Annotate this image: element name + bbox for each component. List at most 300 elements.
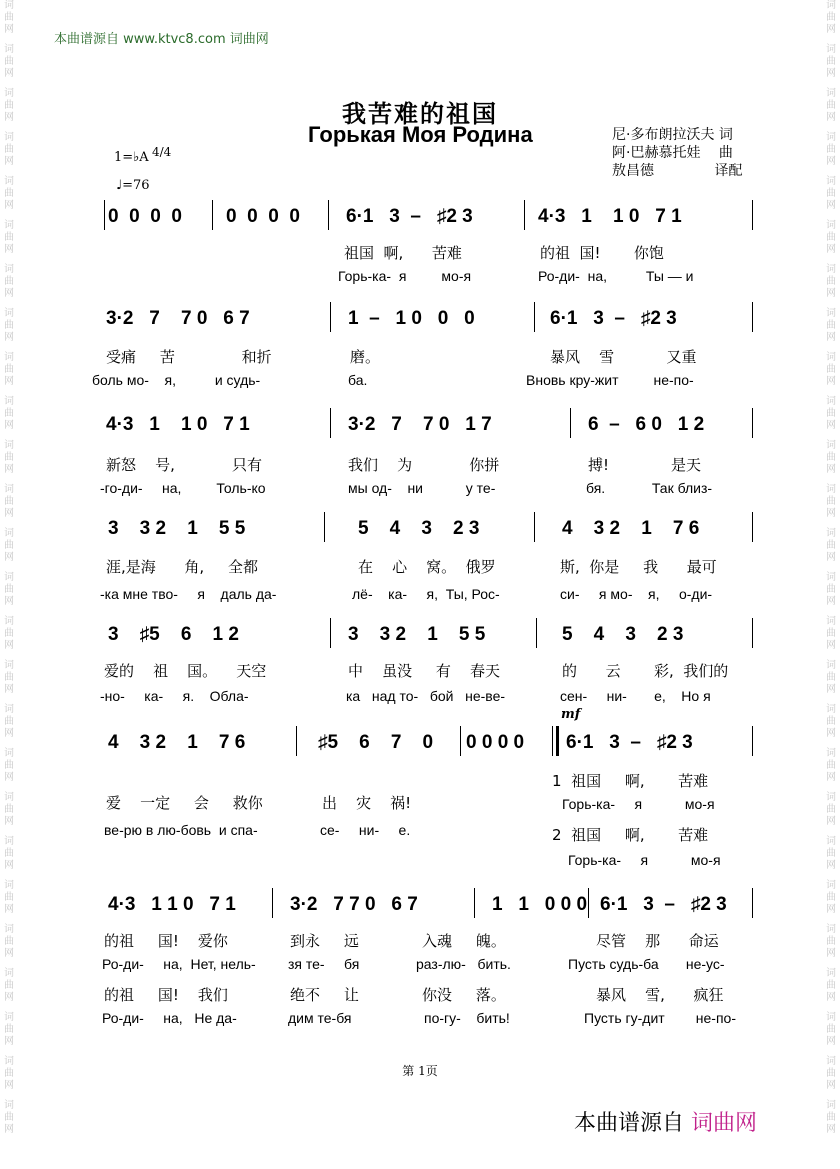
watermark-gap — [824, 388, 838, 396]
watermark-gap — [2, 432, 16, 440]
lyric-russian: Ро-ди- на, Нет, нель- — [102, 956, 256, 972]
measure: 6 – 6 0 1 2 — [588, 414, 705, 435]
watermark-char: 词 — [4, 616, 14, 627]
lyric-chinese: 出 灾 祸! — [322, 794, 412, 812]
barline — [474, 888, 475, 918]
measure: 3 ♯5 6 1 2 — [108, 624, 239, 645]
watermark-char: 曲 — [826, 540, 836, 551]
watermark-char: 网 — [4, 464, 14, 475]
watermark-gap — [2, 1048, 16, 1056]
watermark-char: 网 — [4, 156, 14, 167]
watermark-char: 曲 — [4, 716, 14, 727]
watermark-char: 网 — [4, 288, 14, 299]
watermark-gap — [2, 388, 16, 396]
watermark-char: 曲 — [826, 320, 836, 331]
watermark-char: 曲 — [826, 452, 836, 463]
composer-credit: 阿·巴赫慕托娃 曲 — [612, 145, 733, 161]
watermark-char: 曲 — [4, 232, 14, 243]
watermark-gap — [824, 344, 838, 352]
lyric-chinese: 暴风 雪, 疯狂 — [596, 986, 724, 1004]
watermark-char: 曲 — [826, 364, 836, 375]
watermark-char: 网 — [4, 552, 14, 563]
watermark-char: 词 — [4, 792, 14, 803]
watermark-char: 词 — [4, 264, 14, 275]
watermark-char: 词 — [4, 968, 14, 979]
measure: 4 3 2 1 7 6 — [108, 732, 246, 753]
watermark-char: 网 — [826, 156, 836, 167]
lyric-russian: боль мо- я, и судь- — [92, 372, 261, 388]
watermark-char: 曲 — [826, 496, 836, 507]
watermark-char: 词 — [826, 0, 836, 11]
watermark-gap — [2, 168, 16, 176]
source-footer-prefix: 本曲谱源自 — [574, 1111, 685, 1136]
watermark-char: 网 — [826, 200, 836, 211]
watermark-gap — [2, 784, 16, 792]
measure: 0 0 0 0 — [466, 732, 525, 753]
watermark-char: 网 — [4, 68, 14, 79]
lyric-russian: Пусть судь-ба не-ус- — [568, 956, 725, 972]
watermark-char: 词 — [4, 44, 14, 55]
barline — [534, 302, 535, 332]
left-side-watermark — [2, 0, 16, 1169]
watermark-char: 词 — [4, 880, 14, 891]
watermark-char: 曲 — [826, 980, 836, 991]
lyric-russian: си- я мо- я, о-ди- — [560, 586, 713, 602]
dynamic-marking: mf — [561, 707, 581, 722]
watermark-char: 词 — [4, 572, 14, 583]
watermark-char: 网 — [826, 244, 836, 255]
watermark-gap — [2, 1136, 16, 1144]
watermark-char: 词 — [4, 440, 14, 451]
watermark-char: 网 — [4, 1080, 14, 1091]
watermark-char: 曲 — [4, 56, 14, 67]
watermark-char: 网 — [826, 816, 836, 827]
watermark-gap — [2, 80, 16, 88]
measure: 0 0 0 0 — [108, 206, 182, 227]
lyric-chinese: 到永 远 — [290, 932, 359, 950]
watermark-char: 词 — [4, 396, 14, 407]
page-number: 第 1页 — [402, 1064, 438, 1078]
source-footer-site: 词曲网 — [691, 1111, 758, 1136]
lyric-chinese: 搏! 是天 — [588, 456, 701, 474]
watermark-gap — [824, 300, 838, 308]
barline — [524, 200, 525, 230]
lyric-russian: -ка мне тво- я даль да- — [100, 586, 277, 602]
barline — [752, 200, 753, 230]
watermark-char: 网 — [826, 640, 836, 651]
barline — [460, 726, 461, 756]
barline — [104, 200, 105, 230]
lyric-russian: раз-лю- бить. — [416, 956, 511, 972]
lyric-chinese: 暴风 雪 又重 — [550, 348, 697, 366]
watermark-char: 词 — [826, 704, 836, 715]
measure: ♯5 6 7 0 — [318, 732, 434, 753]
barline — [536, 618, 537, 648]
watermark-char: 曲 — [826, 848, 836, 859]
watermark-gap — [824, 168, 838, 176]
lyric-chinese: 你没 落。 — [422, 986, 506, 1004]
lyric-chinese-verse-2: 2 祖国 啊, 苦难 — [552, 826, 709, 844]
watermark-char: 网 — [4, 244, 14, 255]
watermark-char: 曲 — [826, 232, 836, 243]
lyricist-credit: 尼·多布朗拉沃夫 词 — [612, 127, 733, 143]
tempo-marking: ♩=76 — [116, 178, 150, 193]
measure: 6·1 3 – ♯2 3 — [566, 732, 693, 753]
watermark-char: 曲 — [826, 56, 836, 67]
watermark-char: 曲 — [826, 100, 836, 111]
watermark-char: 曲 — [826, 144, 836, 155]
watermark-char: 词 — [4, 748, 14, 759]
watermark-char: 词 — [826, 792, 836, 803]
watermark-char: 网 — [826, 112, 836, 123]
watermark-gap — [2, 476, 16, 484]
watermark-char: 曲 — [4, 628, 14, 639]
watermark-gap — [2, 652, 16, 660]
watermark-char: 曲 — [4, 408, 14, 419]
watermark-gap — [824, 520, 838, 528]
lyric-russian: Ро-ди- на, Ты — и — [538, 268, 694, 284]
lyric-russian: зя те- бя — [288, 956, 360, 972]
barline — [328, 200, 329, 230]
lyric-chinese: 在 心 窝。 俄罗 — [358, 558, 496, 576]
measure: 3·2 7 7 0 6 7 — [290, 894, 418, 915]
watermark-gap — [2, 344, 16, 352]
watermark-char: 词 — [826, 924, 836, 935]
watermark-gap — [824, 80, 838, 88]
watermark-char: 词 — [4, 132, 14, 143]
time-signature — [152, 146, 171, 159]
barline — [752, 302, 753, 332]
watermark-gap — [824, 784, 838, 792]
barline — [330, 408, 331, 438]
lyric-chinese: 尽管 那 命运 — [596, 932, 719, 950]
measure: 6·1 3 – ♯2 3 — [550, 308, 677, 329]
measure: 4 3 2 1 7 6 — [562, 518, 700, 539]
watermark-char: 曲 — [826, 276, 836, 287]
watermark-char: 曲 — [826, 1068, 836, 1079]
watermark-gap — [824, 564, 838, 572]
watermark-char: 网 — [826, 332, 836, 343]
watermark-char: 曲 — [4, 276, 14, 287]
lyric-chinese: 祖国 啊, 苦难 — [344, 244, 462, 262]
watermark-char: 词 — [4, 176, 14, 187]
song-title-russian: Горькая Моя Родина — [308, 122, 533, 147]
watermark-char: 词 — [826, 308, 836, 319]
lyric-russian: Ро-ди- на, Не да- — [102, 1010, 237, 1026]
measure: 6·1 3 – ♯2 3 — [600, 894, 727, 915]
watermark-char: 词 — [826, 1100, 836, 1111]
measure: 3·2 7 7 0 6 7 — [106, 308, 250, 329]
watermark-char: 词 — [826, 264, 836, 275]
measure: 4·3 1 1 0 7 1 — [108, 894, 236, 915]
watermark-char: 网 — [826, 992, 836, 1003]
lyric-russian: дим те-бя — [288, 1010, 352, 1026]
watermark-char: 网 — [826, 508, 836, 519]
lyric-chinese: 爱 一定 会 救你 — [106, 794, 263, 812]
watermark-gap — [824, 1048, 838, 1056]
watermark-char: 词 — [4, 0, 14, 11]
watermark-char: 词 — [826, 132, 836, 143]
lyric-russian: ве-рю в лю-бовь и спа- — [104, 822, 258, 838]
watermark-char: 曲 — [4, 144, 14, 155]
watermark-gap — [824, 872, 838, 880]
lyric-chinese: 新怒 号, 只有 — [106, 456, 263, 474]
watermark-char: 曲 — [4, 760, 14, 771]
watermark-char: 网 — [826, 552, 836, 563]
lyric-chinese: 的 云 彩, 我们的 — [562, 662, 729, 680]
watermark-char: 词 — [4, 484, 14, 495]
watermark-char: 网 — [826, 860, 836, 871]
watermark-char: 网 — [826, 684, 836, 695]
watermark-char: 曲 — [4, 540, 14, 551]
watermark-char: 网 — [826, 772, 836, 783]
measure: 1 1 0 0 0 — [492, 894, 588, 915]
watermark-char: 曲 — [4, 672, 14, 683]
lyric-russian-verse-2: Горь-ка- я мо-я — [568, 852, 721, 868]
barline — [296, 726, 297, 756]
watermark-char: 词 — [4, 1012, 14, 1023]
watermark-gap — [824, 916, 838, 924]
watermark-gap — [824, 608, 838, 616]
lyric-chinese: 我们 为 你拼 — [348, 456, 500, 474]
watermark-gap — [824, 432, 838, 440]
watermark-gap — [824, 828, 838, 836]
measure: 3 3 2 1 5 5 — [348, 624, 486, 645]
watermark-gap — [2, 520, 16, 528]
barline — [752, 408, 753, 438]
repeat-barline — [552, 726, 553, 756]
watermark-char: 词 — [826, 88, 836, 99]
watermark-char: 网 — [4, 904, 14, 915]
right-side-watermark — [824, 0, 838, 1169]
measure: 6·1 3 – ♯2 3 — [346, 206, 473, 227]
watermark-char: 词 — [4, 308, 14, 319]
watermark-gap — [824, 256, 838, 264]
watermark-char: 曲 — [826, 408, 836, 419]
key-signature: 1=♭A — [114, 150, 149, 165]
lyric-russian: Горь-ка- я мо-я — [338, 268, 472, 284]
watermark-gap — [2, 256, 16, 264]
watermark-gap — [824, 652, 838, 660]
watermark-char: 词 — [4, 352, 14, 363]
lyric-russian: Пусть гу-дит не-по- — [584, 1010, 736, 1026]
watermark-gap — [824, 1092, 838, 1100]
watermark-char: 网 — [826, 68, 836, 79]
watermark-char: 曲 — [4, 804, 14, 815]
barline — [752, 512, 753, 542]
watermark-char: 曲 — [4, 496, 14, 507]
watermark-char: 曲 — [4, 936, 14, 947]
watermark-gap — [2, 740, 16, 748]
lyric-chinese: 的祖 国! 我们 — [104, 986, 228, 1004]
measure: 3·2 7 7 0 1 7 — [348, 414, 492, 435]
lyric-chinese: 中 虽没 有 春天 — [348, 662, 500, 680]
watermark-char: 曲 — [826, 1112, 836, 1123]
watermark-char: 词 — [826, 836, 836, 847]
watermark-char: 词 — [826, 528, 836, 539]
watermark-char: 网 — [4, 376, 14, 387]
watermark-char: 网 — [4, 640, 14, 651]
watermark-char: 词 — [826, 1012, 836, 1023]
source-footer — [574, 1106, 757, 1137]
measure: 5 4 3 2 3 — [562, 624, 684, 645]
watermark-char: 词 — [4, 924, 14, 935]
watermark-char: 曲 — [4, 980, 14, 991]
watermark-gap — [2, 300, 16, 308]
watermark-gap — [2, 1004, 16, 1012]
watermark-char: 词 — [826, 572, 836, 583]
watermark-char: 网 — [826, 24, 836, 35]
watermark-char: 曲 — [4, 452, 14, 463]
repeat-barline-thick — [556, 726, 559, 756]
watermark-gap — [824, 36, 838, 44]
watermark-char: 曲 — [4, 1112, 14, 1123]
watermark-char: 曲 — [4, 848, 14, 859]
lyric-russian: лё- ка- я, Ты, Рос- — [352, 586, 500, 602]
watermark-char: 词 — [826, 352, 836, 363]
watermark-char: 曲 — [826, 1024, 836, 1035]
lyric-chinese: 爱的 祖 国。 天空 — [104, 662, 267, 680]
lyric-russian: Вновь кру-жит не-по- — [526, 372, 694, 388]
watermark-char: 词 — [4, 660, 14, 671]
lyric-chinese: 的祖 国! 你饱 — [540, 244, 664, 262]
watermark-char: 词 — [826, 220, 836, 231]
lyric-russian-verse-1: Горь-ка- я мо-я — [562, 796, 715, 812]
barline — [534, 512, 535, 542]
watermark-char: 词 — [826, 484, 836, 495]
watermark-char: 曲 — [826, 584, 836, 595]
watermark-gap — [824, 740, 838, 748]
watermark-char: 网 — [4, 24, 14, 35]
watermark-char: 网 — [4, 112, 14, 123]
watermark-char: 网 — [4, 596, 14, 607]
watermark-char: 曲 — [4, 100, 14, 111]
watermark-gap — [2, 916, 16, 924]
time-signature-label: 4/4 — [152, 145, 172, 159]
watermark-char: 曲 — [826, 672, 836, 683]
watermark-char: 曲 — [826, 760, 836, 771]
watermark-char: 网 — [826, 464, 836, 475]
lyric-russian: мы од- ни у те- — [348, 480, 496, 496]
watermark-char: 词 — [826, 660, 836, 671]
lyric-russian: ка над то- бой не-ве- — [346, 688, 506, 704]
watermark-char: 网 — [826, 1036, 836, 1047]
barline — [570, 408, 571, 438]
lyric-chinese: 入魂 魄。 — [422, 932, 506, 950]
lyric-chinese: 绝不 让 — [290, 986, 359, 1004]
watermark-char: 网 — [826, 376, 836, 387]
measure: 3 3 2 1 5 5 — [108, 518, 246, 539]
measure: 4·3 1 1 0 7 1 — [538, 206, 682, 227]
watermark-char: 词 — [826, 1056, 836, 1067]
watermark-char: 曲 — [4, 364, 14, 375]
lyric-russian: -но- ка- я. Обла- — [100, 688, 249, 704]
watermark-char: 曲 — [826, 12, 836, 23]
watermark-char: 曲 — [4, 1068, 14, 1079]
watermark-char: 曲 — [826, 892, 836, 903]
watermark-gap — [824, 212, 838, 220]
watermark-char: 曲 — [826, 628, 836, 639]
watermark-char: 词 — [826, 968, 836, 979]
lyric-russian: -го-ди- на, Толь-ко — [100, 480, 266, 496]
measure: 1 – 1 0 0 0 — [348, 308, 475, 329]
watermark-char: 网 — [826, 904, 836, 915]
watermark-char: 网 — [826, 1080, 836, 1091]
watermark-char: 词 — [4, 704, 14, 715]
barline — [588, 888, 589, 918]
watermark-char: 网 — [4, 948, 14, 959]
watermark-gap — [824, 960, 838, 968]
watermark-char: 词 — [4, 220, 14, 231]
lyric-chinese-verse-1: 1 祖国 啊, 苦难 — [552, 772, 709, 790]
translator-credit: 敖昌德 译配 — [612, 163, 743, 179]
measure: 5 4 3 2 3 — [358, 518, 480, 539]
watermark-gap — [824, 696, 838, 704]
watermark-char: 网 — [826, 596, 836, 607]
watermark-gap — [2, 696, 16, 704]
watermark-char: 词 — [4, 1100, 14, 1111]
barline — [324, 512, 325, 542]
watermark-char: 网 — [826, 948, 836, 959]
source-header: 本曲谱源自 www.ktvc8.com 词曲网 — [54, 32, 269, 47]
watermark-char: 词 — [826, 396, 836, 407]
watermark-char: 网 — [4, 1036, 14, 1047]
song-title-chinese: 我苦难的祖国 — [342, 99, 498, 128]
lyric-chinese: 受痛 苦 和折 — [106, 348, 272, 366]
watermark-char: 曲 — [4, 188, 14, 199]
watermark-char: 词 — [826, 176, 836, 187]
watermark-char: 词 — [826, 880, 836, 891]
watermark-char: 网 — [4, 772, 14, 783]
watermark-char: 词 — [4, 88, 14, 99]
watermark-char: 网 — [826, 288, 836, 299]
watermark-char: 网 — [826, 728, 836, 739]
lyric-chinese: 涯,是海 角, 全都 — [106, 558, 258, 576]
watermark-char: 词 — [4, 836, 14, 847]
watermark-gap — [2, 872, 16, 880]
watermark-char: 词 — [4, 1056, 14, 1067]
watermark-char: 网 — [4, 200, 14, 211]
watermark-char: 曲 — [826, 936, 836, 947]
watermark-char: 曲 — [826, 716, 836, 727]
lyric-russian: бя. Так близ- — [586, 480, 713, 496]
lyric-chinese: 的祖 国! 爱你 — [104, 932, 228, 950]
lyric-chinese: 磨。 — [350, 348, 381, 366]
barline — [212, 200, 213, 230]
watermark-gap — [824, 1004, 838, 1012]
watermark-char: 曲 — [4, 12, 14, 23]
watermark-char: 词 — [826, 616, 836, 627]
watermark-char: 网 — [826, 420, 836, 431]
lyric-chinese: 斯, 你是 我 最可 — [560, 558, 717, 576]
watermark-gap — [2, 608, 16, 616]
watermark-char: 词 — [826, 748, 836, 759]
lyric-russian: сен- ни- е, Но я — [560, 688, 711, 704]
watermark-gap — [2, 564, 16, 572]
barline — [752, 618, 753, 648]
watermark-gap — [824, 476, 838, 484]
watermark-gap — [2, 1092, 16, 1100]
measure: 4·3 1 1 0 7 1 — [106, 414, 250, 435]
watermark-char: 词 — [4, 528, 14, 539]
barline — [330, 618, 331, 648]
watermark-char: 词 — [826, 44, 836, 55]
watermark-gap — [2, 36, 16, 44]
watermark-char: 曲 — [4, 320, 14, 331]
watermark-char: 曲 — [4, 892, 14, 903]
watermark-gap — [2, 828, 16, 836]
watermark-char: 曲 — [826, 804, 836, 815]
